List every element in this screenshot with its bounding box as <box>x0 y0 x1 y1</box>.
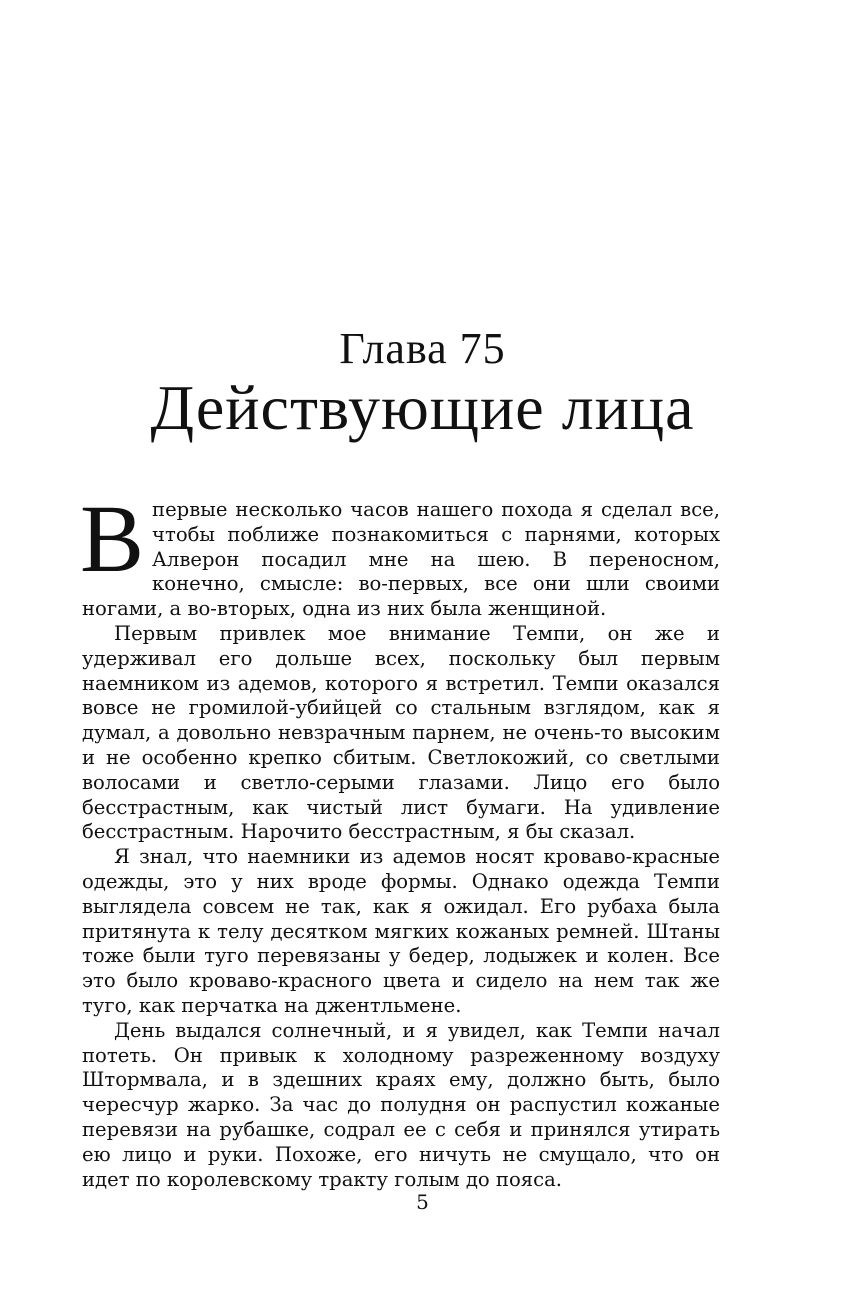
chapter-title: Действующие лица <box>150 372 695 443</box>
drop-cap-letter: В <box>80 485 145 592</box>
paragraph-text: первые несколько часов нашего похода я сделал все, чтобы поближе познакомиться с парнями, которых Алверон посадил мне на шею. В переносном, конечно, смысле: во-первых, все они шли своими ногами, а во-вторых, одна из них была женщиной. <box>82 498 720 621</box>
page-number: 5 <box>416 1190 429 1214</box>
chapter-number: Глава 75 <box>339 324 506 373</box>
paragraph <box>80 485 720 622</box>
paragraph: Я знал, что наемники из адемов носят кроваво-красные одежды, это у них вроде формы. Однако одежда Темпи выглядела совсем не так, как я ожидал. Его рубаха была притянута к телу десятком мягких кожаных ремней. Штаны тоже были туго перевязаны у бедер, лодыжек и колен. Все это было кроваво-красного цвета и сидело на нем так же туго, как перчатка на джентльмене. <box>82 845 720 1017</box>
chapter-text <box>80 485 720 1192</box>
paragraph: Первым привлек мое внимание Темпи, он же и удерживал его дольше всех, поскольку был первым наемником из адемов, которого я встретил. Темпи оказался вовсе не громилой-убийцей со стальным взглядом, как я думал, а довольно невзрачным парнем, не очень-то высоким и не особенно крепко сбитым. Светлокожий, со светлыми волосами и светло-серыми глазами. Лицо его было бесстрастным, как чистый лист бумаги. На удивление бесстрастным. Нарочито бесстрастным, я бы сказал. <box>82 621 720 844</box>
paragraph: День выдался солнечный, и я увидел, как Темпи начал потеть. Он привык к холодному разреженному воздуху Штормвала, и в здешних краях ему, должно быть, было чересчур жарко. За час до полудня он распустил кожаные перевязи на рубашке, содрал ее с себя и принялся утирать ею лицо и руки. Похоже, его ничуть не смущало, что он идет по королевскому тракту голым до пояса. <box>82 1018 720 1191</box>
